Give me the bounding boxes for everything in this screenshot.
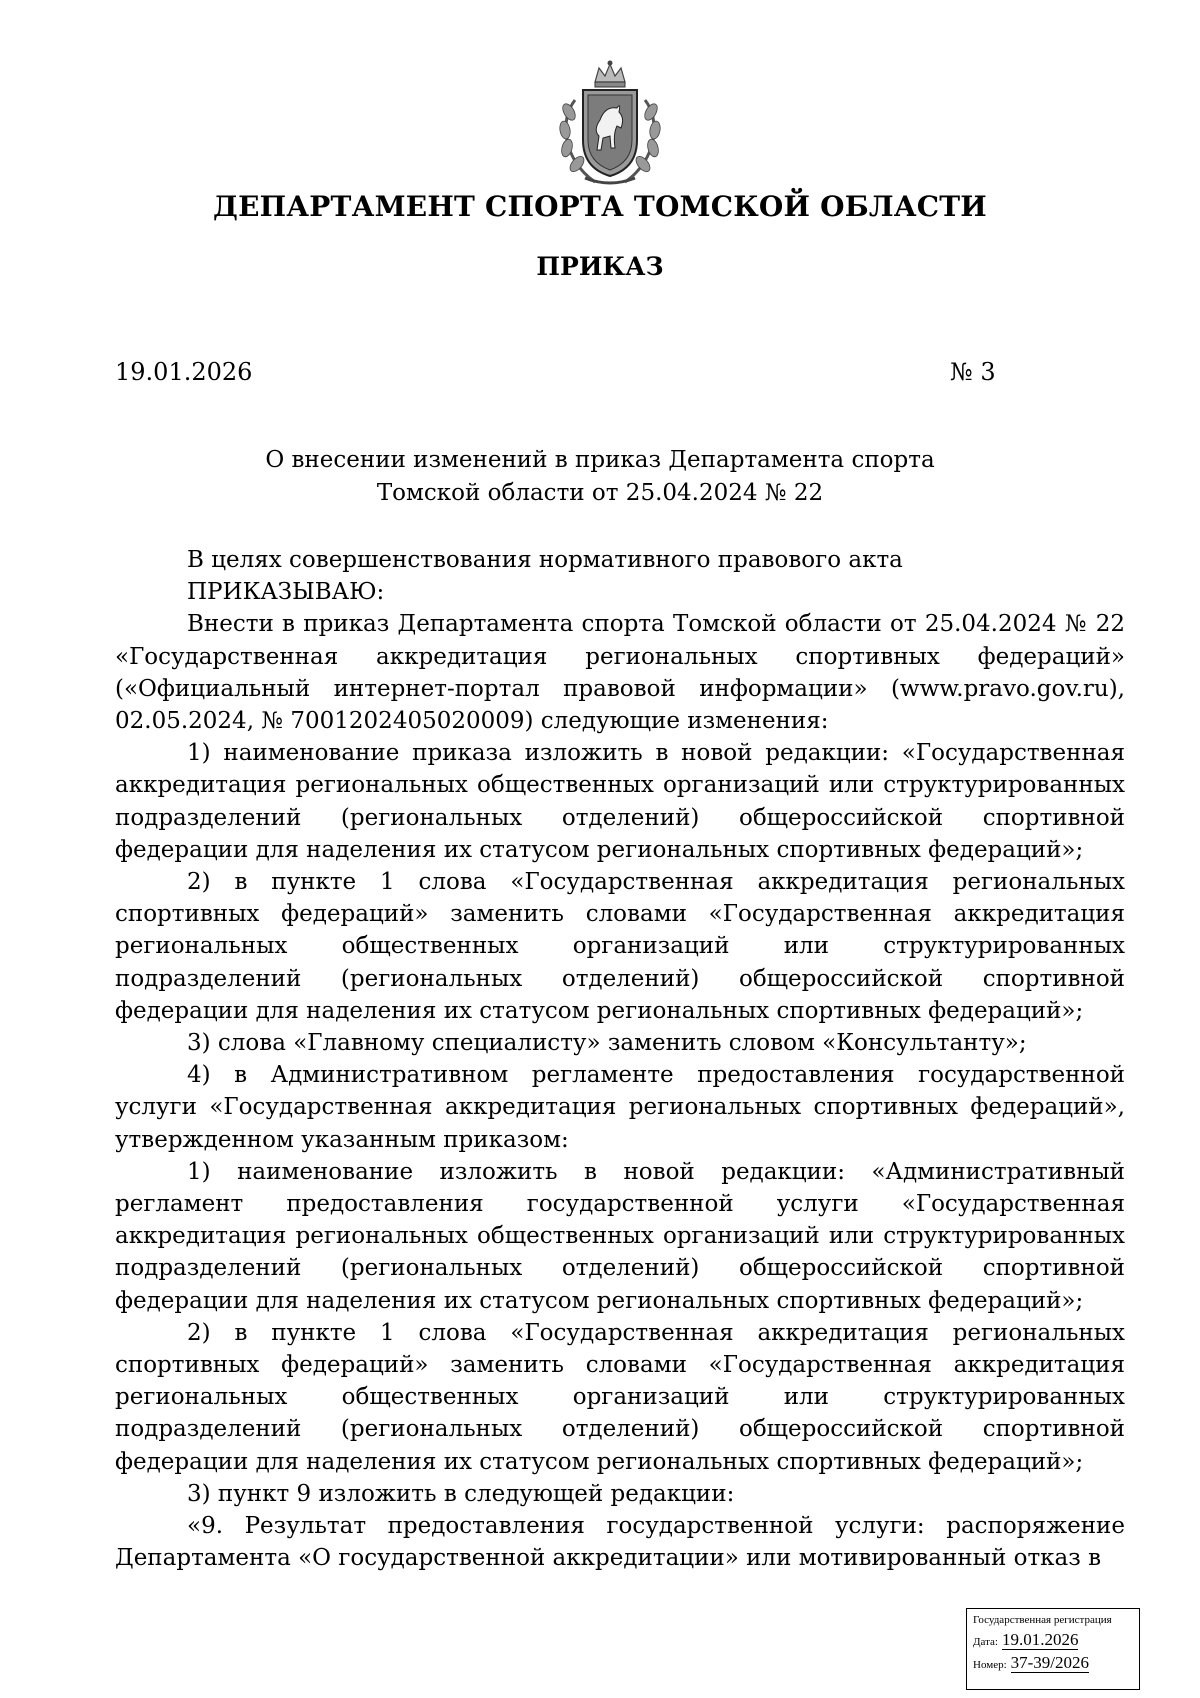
item-1: 1) наименование приказа изложить в новой редакции: «Государственная аккредитация региональных общественных организаций или структурированных подразделений (региональных отделений) общероссийской спортивной федерации для наделения их статусом региональных спортивных федераций»; (115, 740, 1125, 863)
subject-line-1: О внесении изменений в приказ Департамента спорта (265, 447, 935, 473)
order-subject (0, 444, 1200, 510)
subject-line-2: Томской области от 25.04.2024 № 22 (376, 480, 824, 506)
stamp-date-label: Дата: (973, 1636, 998, 1648)
order-date: 19.01.2026 (115, 358, 253, 386)
sub-item-3: 3) пункт 9 изложить в следующей редакции: (187, 1480, 735, 1507)
registration-stamp (966, 1608, 1140, 1690)
stamp-number-label: Номер: (973, 1659, 1007, 1671)
stamp-title: Государственная регистрация (973, 1614, 1112, 1626)
stamp-number-row (973, 1654, 1133, 1673)
order-number: № 3 (950, 358, 996, 386)
item-3: 3) слова «Главному специалисту» заменить словом «Консультанту»; (187, 1030, 1027, 1057)
item-2: 2) в пункте 1 слова «Государственная аккредитация региональных спортивных федераций» заменить словами «Государственная аккредитация региональных общественных организаций или структурированных подразделений (региональных отделений) общероссийской спортивной федерации для наделения их статусом региональных спортивных федераций»; (115, 869, 1125, 1024)
sub-item-2: 2) в пункте 1 слова «Государственная аккредитация региональных спортивных федераций» заменить словами «Государственная аккредитация региональных общественных организаций или структурированных подразделений (региональных отделений) общероссийской спортивной федерации для наделения их статусом региональных спортивных федераций»; (115, 1319, 1125, 1475)
department-name: ДЕПАРТАМЕНТ СПОРТА ТОМСКОЙ ОБЛАСТИ (213, 190, 987, 223)
stamp-number-value: 37-39/2026 (1010, 1653, 1090, 1672)
order-body (115, 544, 1125, 1575)
order-directive: ПРИКАЗЫВАЮ: (187, 579, 385, 606)
main-clause: Внести в приказ Департамента спорта Томской области от 25.04.2024 № 22 «Государственная аккредитация региональных спортивных федераций» («Официальный интернет-портал правовой информации» (www.pravo.gov.ru), 02.05.2024, № 7001202405020009) следующие изменения: (115, 611, 1125, 735)
stamp-date-value: 19.01.2026 (1001, 1630, 1079, 1649)
document-type: ПРИКАЗ (536, 252, 664, 281)
stamp-date-row (973, 1631, 1133, 1650)
sub-item-1: 1) наименование изложить в новой редакции: «Административный регламент предоставления государственной услуги «Государственная аккредитация региональных общественных организаций или структурированных подразделений (региональных отделений) общероссийской спортивной федерации для наделения их статусом региональных спортивных федераций»; (115, 1158, 1125, 1314)
item-4: 4) в Административном регламенте предоставления государственной услуги «Государственная аккредитация региональных спортивных федераций», утвержденном указанным приказом: (115, 1062, 1125, 1153)
clause-9: «9. Результат предоставления государственной услуги: распоряжение Департамента «О государственной аккредитации» или мотивированный отказ в (115, 1513, 1125, 1572)
preamble: В целях совершенствования нормативного правового акта (187, 547, 903, 573)
coat-of-arms-icon (555, 60, 665, 190)
